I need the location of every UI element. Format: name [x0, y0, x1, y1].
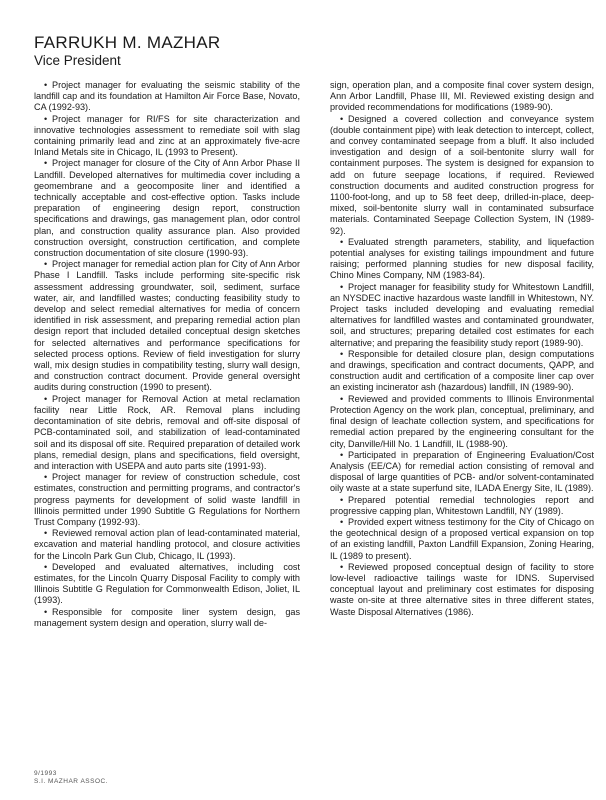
project-entry: • Project manager for closure of the City of Ann Arbor Phase II Landfill. Developed alternatives for multimedia cover including a geomembrane and a geocomposite liner and identified a technically acceptable and cost-effective option. Tasks include preparation of engineering design report, construction specifications and drawings, gas management plan, odor control plan, and construction quality assurance plan. Also provided construction oversight, construction certification, and complete construction documentation of site closure (1990-93). — [34, 158, 300, 259]
bullet-icon: • — [44, 259, 48, 270]
page-footer — [34, 770, 108, 786]
bullet-icon: • — [340, 494, 344, 505]
project-entry: • Designed a covered collection and conveyance system (double containment pipe) with leak detection to intercept, collect, and convey contaminated seepage from a bluff. It also included investigation and design of a soil-bentonite slurry wall for containment purposes. The system is designed for expansion to add on future seepage locations, if required. Reviewed construction documents and audited construction progress for 1100-foot-long, and up to 58 feet deep, drilled-in-place, deep-mixed, soil-bentonite slurry wall in contaminated subsurface materials. Contaminated Seepage Collection System, IN (1989-92). — [330, 113, 594, 236]
footer-date: 9/1993 — [34, 770, 57, 777]
bullet-icon: • — [44, 528, 48, 539]
bullet-icon: • — [340, 516, 344, 527]
bullet-icon: • — [340, 281, 344, 292]
project-entry: • Reviewed and provided comments to Illinois Environmental Protection Agency on the work plan, conceptual, preliminary, and final design of leachate collection system, and specifications for remedial action prepared by the engineering consultant for the city, Danville/Hill No. 1 Landfill, IL (1988-90). — [330, 393, 594, 449]
project-entry: • Project manager for RI/FS for site characterization and innovative technologies assessment to remediate soil with slag containing primarily lead and zinc at an approximately five-acre Inland Metals site in Chicago, IL (1993 to Present). — [34, 113, 300, 158]
project-entry: • Participated in preparation of Engineering Evaluation/Cost Analysis (EE/CA) for remedial action consisting of removal and disposal of large quantities of PCB- and/or solvent-contaminated oily waste at a state superfund site, ILADA Energy Site, IL (1989). — [330, 449, 594, 494]
bullet-icon: • — [340, 113, 344, 124]
project-entry: • Project manager for review of construction schedule, cost estimates, construction and permitting programs, and contractor's progress payments for development of solid waste landfill in Illinois permitted under 1990 Subtitle G Regulations for Northern Trust Company (1992-93). — [34, 472, 300, 527]
job-title: Vice President — [34, 53, 121, 68]
project-entry: • Project manager for Removal Action at metal reclamation facility near Little Rock, AR. Removal plans including decontamination of site debris, removal and off-site disposal of PCB-contaminated soil, and stabilization of lead-contaminated soil and its disposal off site. Required preparation of detailed work plans, remedial design, plans and specifications, field oversight, and interaction with USEPA and auto parts site (1991-93). — [34, 393, 300, 471]
bullet-icon: • — [340, 393, 344, 404]
project-entry: • Project manager for remedial action plan for City of Ann Arbor Phase I Landfill. Tasks include performing site-specific risk assessment addressing groundwater, soil, sediment, surface water, air, and landfilled wastes; conducting feasibility study to develop and select remedial alternatives for media of concern identified in risk assessment, and preparing remedial action plan design report that included detailed conceptual design sketches for selected alternatives and performance specifications for selected process options. Review of field investigation for slurry wall, mix design studies in compatibility testing, slurry wall design, and construction contract document. Provide general oversight audits during construction (1990 to present). — [34, 259, 300, 393]
project-entry: • Provided expert witness testimony for the City of Chicago on the geotechnical design of a proposed vertical expansion on top of an existing landfill, Paxton Landfill Expansion, Zoning Hearing, IL (1989 to present). — [330, 516, 594, 561]
project-entry: • Responsible for composite liner system design, gas management system design and operation, slurry wall de- — [34, 606, 300, 628]
project-entry: • Reviewed proposed conceptual design of facility to store low-level radioactive tailings waste for IDNS. Supervised conceptual layout and preliminary cost estimates for disposing waste on-site at three alternative sites in three different states, Waste Disposal Alternatives (1986). — [330, 561, 594, 617]
bullet-icon: • — [44, 472, 48, 483]
bullet-icon: • — [340, 449, 344, 460]
bullet-icon: • — [44, 113, 48, 124]
project-entry: • Developed and evaluated alternatives, including cost estimates, for the Lincoln Quarry Disposal Facility to comply with Illinois Subtitle G Regulation for Commonwealth Edison, Joliet, IL (1993). — [34, 561, 300, 606]
resume-header — [34, 34, 220, 69]
left-column — [34, 80, 300, 629]
bullet-icon: • — [340, 236, 344, 247]
bullet-icon: • — [340, 348, 344, 359]
bullet-icon: • — [44, 393, 48, 404]
footer-company: S.I. MAZHAR ASSOC. — [34, 778, 109, 785]
bullet-icon: • — [340, 561, 344, 572]
right-column — [330, 80, 594, 618]
project-entry: • Responsible for detailed closure plan, design computations and drawings, specification and contract documents, QAPP, and construction audit and certification of a composite liner cap over an existing incinerator ash (hazardous) landfill, IN (1989-90). — [330, 348, 594, 393]
project-entry: • Evaluated strength parameters, stability, and liquefaction potential analyses for existing tailings impoundment and future raising; performed planning studies for new disposal facility, Chino Mines Company, NM (1983-84). — [330, 236, 594, 281]
project-entry-continuation: sign, operation plan, and a composite final cover system design, Ann Arbor Landfill, Phase III, MI. Reviewed existing design and provided recommendations for modifications (1989-90). — [330, 80, 594, 113]
project-entry: • Prepared potential remedial technologies report and progressive capping plan, Whitestown Landfill, NY (1989). — [330, 494, 594, 516]
bullet-icon: • — [44, 80, 48, 90]
project-entry: • Project manager for feasibility study for Whitestown Landfill, an NYSDEC inactive hazardous waste landfill in Whitestown, NY. Project tasks included developing and evaluating remedial alternatives for landfilled wastes and contaminated groundwater, soil, and structures; preparing detailed cost estimates for each alternative; and preparing the feasibility study report (1989-90). — [330, 281, 594, 348]
project-entry: • Project manager for evaluating the seismic stability of the landfill cap and its foundation at Hamilton Air Force Base, Novato, CA (1992-93). — [34, 80, 300, 113]
bullet-icon: • — [44, 158, 48, 169]
project-entry: • Reviewed removal action plan of lead-contaminated material, excavation and material handling protocol, and closure activities for the Lincoln Park Gun Club, Chicago, IL (1993). — [34, 528, 300, 561]
bullet-icon: • — [44, 561, 48, 572]
bullet-icon: • — [44, 606, 48, 617]
person-name: FARRUKH M. MAZHAR — [34, 33, 221, 52]
